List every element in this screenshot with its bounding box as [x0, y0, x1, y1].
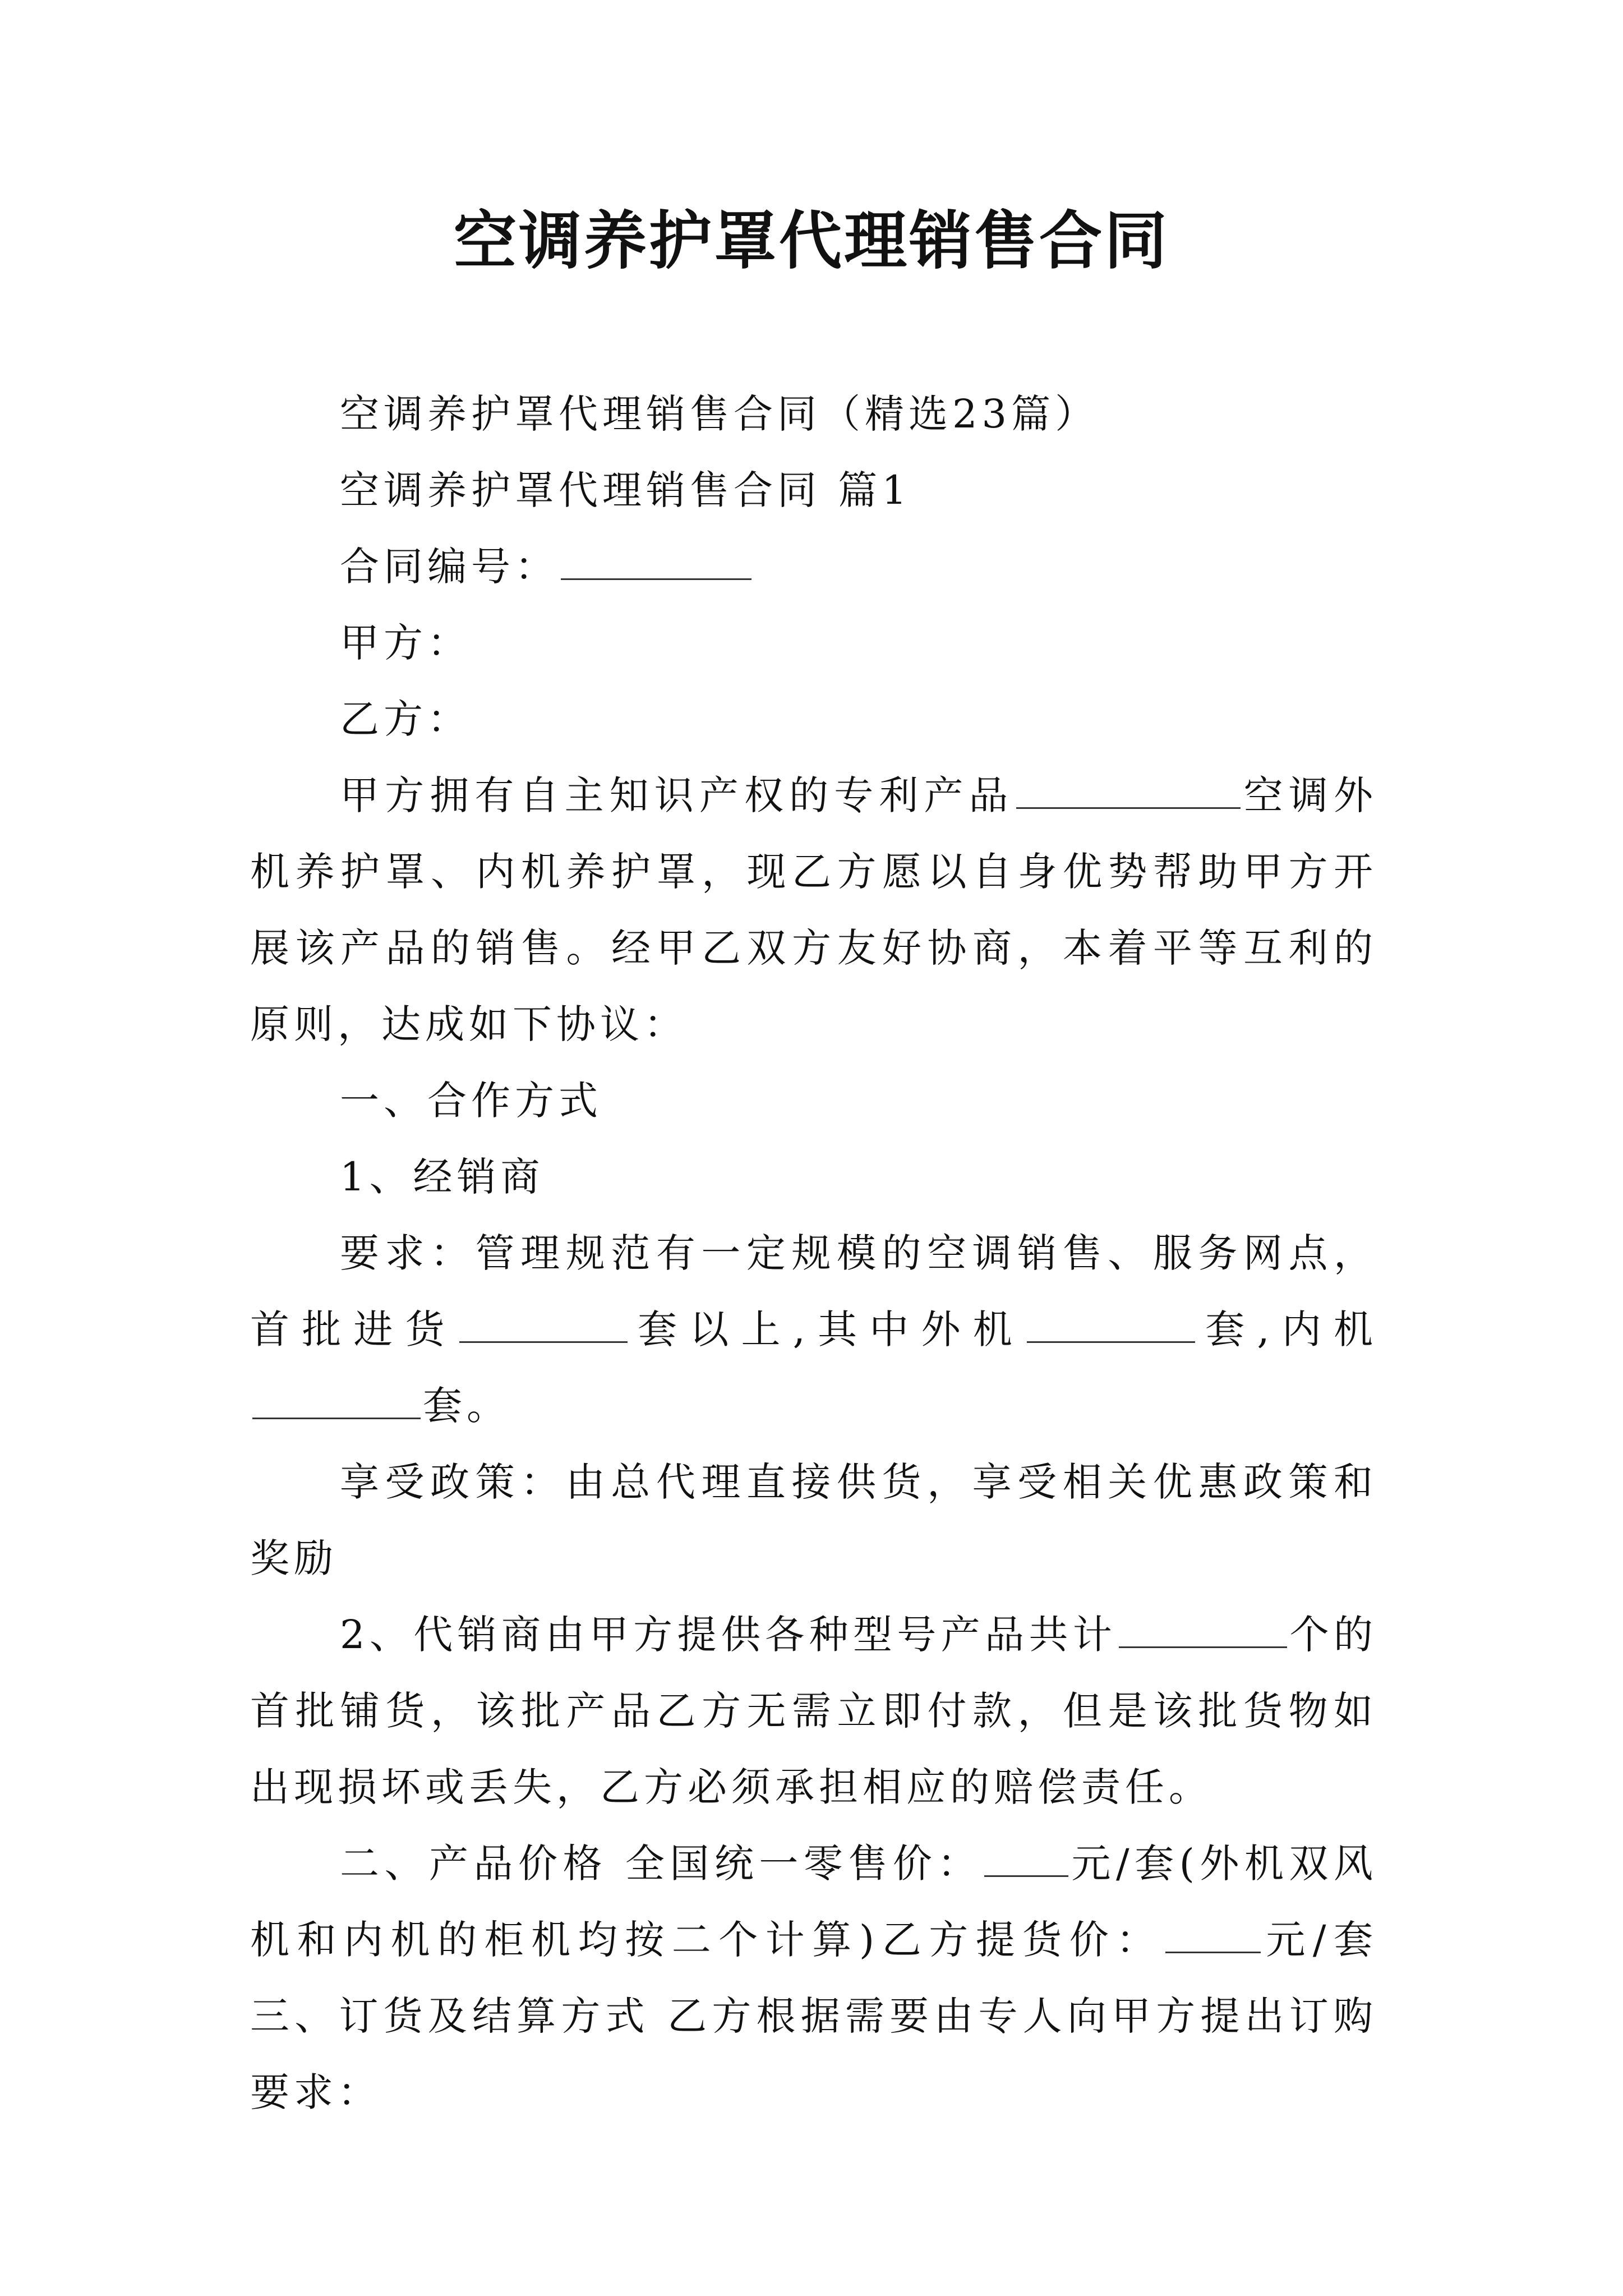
intro-text-1: 甲方拥有自主知识产权的专利产品 — [340, 772, 1014, 818]
pickup-price-blank — [1165, 1907, 1261, 1953]
total-sets-blank — [459, 1296, 628, 1343]
intro-paragraph — [250, 757, 1377, 1062]
item-2-paragraph — [250, 1596, 1377, 1825]
policy-paragraph: 享受政策：由总代理直接供货，享受相关优惠政策和奖励 — [250, 1459, 1377, 1581]
sec2-text-2: 元/套(外机双风机和内机的柜机均按二个计算)乙方提货价： — [250, 1841, 1377, 1963]
section-2-paragraph — [250, 1825, 1377, 2131]
retail-price-blank — [984, 1830, 1068, 1877]
sec2-text-1: 二、产品价格 全国统一零售价： — [340, 1841, 982, 1887]
product-name-blank — [1016, 762, 1241, 809]
section-heading: 空调养护罩代理销售合同 篇1 — [340, 467, 911, 513]
sec2-text-3: 元/套三、订货及结算方式 乙方根据需要由专人向甲方提出订购要求： — [250, 1917, 1377, 2115]
contract-number-line — [250, 528, 1377, 605]
outdoor-sets-blank — [1027, 1296, 1195, 1343]
item-1-title: 1、经销商 — [340, 1154, 545, 1200]
req-text-3: 套,内机 — [1197, 1306, 1377, 1352]
intro-text-2: 空调外机养护罩、内机养护罩，现乙方愿以自身优势帮助甲方开展该产品的销售。经甲乙双方友好协商，本着平等互利的原则，达成如下协议： — [250, 772, 1378, 1047]
units-count-blank — [1119, 1602, 1287, 1648]
req-text-4: 套。 — [423, 1383, 510, 1429]
section-1-title: 一、合作方式 — [340, 1078, 602, 1124]
contract-number-label: 合同编号： — [340, 544, 559, 590]
item2-text-2: 个的首批铺货，该批产品乙方无需立即付款，但是该批货物如出现损坏或丢失，乙方必须承担相应的赔偿责任。 — [250, 1612, 1377, 1810]
req-text-2: 套以上,其中外机 — [629, 1306, 1025, 1352]
document-body — [250, 376, 1377, 2131]
document-title: 空调养护罩代理销售合同 — [454, 204, 1169, 278]
contract-number-blank — [561, 533, 751, 580]
subtitle: 空调养护罩代理销售合同（精选23篇） — [340, 391, 1099, 437]
party-a-label: 甲方： — [340, 620, 471, 666]
indoor-sets-blank — [252, 1373, 421, 1419]
requirements-paragraph — [250, 1215, 1377, 1444]
party-b-label: 乙方： — [340, 696, 471, 742]
item2-text-1: 2、代销商由甲方提供各种型号产品共计 — [340, 1612, 1117, 1658]
req-text-1: 要求：管理规范有一定规模的空调销售、服务网点，首批进货 — [250, 1230, 1377, 1352]
